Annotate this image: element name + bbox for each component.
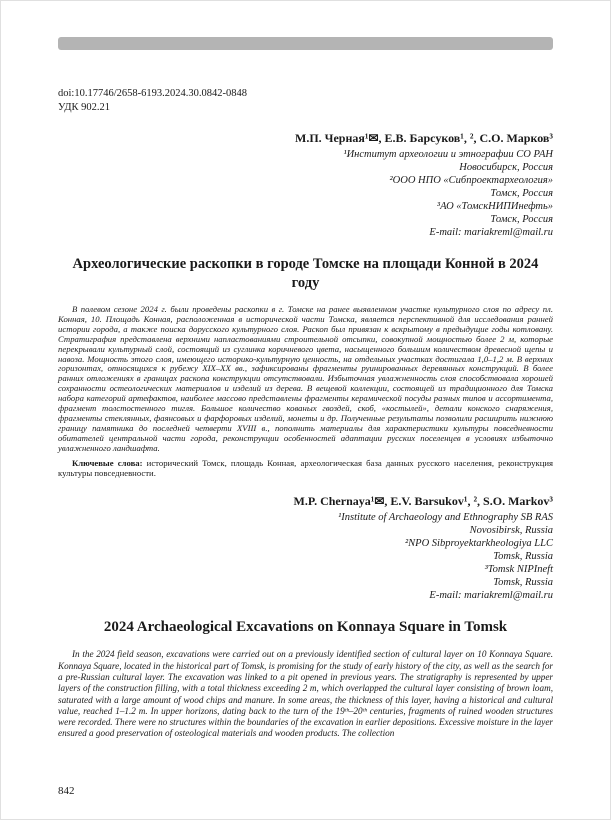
page-number: 842	[58, 785, 75, 797]
authors-ru: М.П. Черная¹✉, Е.В. Барсуков¹, ², С.О. Марков³	[295, 131, 553, 145]
email-line: E-mail: mariakreml@mail.ru	[429, 590, 553, 602]
email-line: E-mail: mariakreml@mail.ru	[429, 227, 553, 238]
authors-en: M.P. Chernaya¹✉, E.V. Barsukov¹, ², S.O. Markov³	[293, 494, 553, 509]
keywords-label: Ключевые слова:	[72, 457, 143, 468]
affiliation-line: Tomsk, Russia	[493, 551, 553, 563]
affiliation-line: Томск, Россия	[490, 214, 553, 225]
affiliation-line: Novosibirsk, Russia	[469, 525, 553, 537]
affiliation-line: Tomsk, Russia	[493, 577, 553, 589]
affiliation-line: ³Tomsk NIPIneft	[484, 564, 553, 576]
affiliations-ru	[58, 148, 553, 239]
header-band	[58, 37, 553, 50]
article-title-ru: Археологические раскопки в городе Томске на площади Конной в 2024 году	[72, 256, 539, 291]
affiliations-en	[58, 511, 553, 602]
keywords-ru	[58, 459, 553, 479]
affiliation-line: Новосибирск, Россия	[459, 162, 553, 173]
affiliation-line: Томск, Россия	[490, 188, 553, 199]
abstract-ru: В полевом сезоне 2024 г. были проведены раскопки в г. Томске на ранее выявленном участке культурного слоя по адресу пл. Конная, 10. Площадь Конная, расположенная в исторической части Томска, является перспективной для исследования ранней истории города, а также поиска дорусского культурного слоя. Раскоп был привязан к вскрытому в предыдущие годы котловану. Стратиграфия представлена верхними напластованиями строительной отсыпки, совокупной мощностью более 2 м, которые перекрывали культурный слой, состоящий из суглинка коричневого цвета, насыщенного большим количеством древесной щепы и навоза. Мощность этого слоя, имеющего историко-культурную ценность, на отдельных участках достигала 1,0–1,2 м. В верхних горизонтах, относящихся к рубежу XIX–XX вв., зафиксированы фрагменты руинированных деревянных конструкций. В более ранних отложениях в границах раскопа конструкции отсутствовали. Избыточная увлажненность слоя способствовала хорошей сохранности остеологических материалов и изделий из дерева. В вещевой коллекции, состоящей из традиционного для Томска набора категорий артефактов, наиболее массово представлены фрагменты керамической посуды разных типов и ассортимента, фрагмент толстостенного тигля. Большое количество кованых гвоздей, скоб, «костылей», детали конского снаряжения, фрагменты стеклянных, фаянсовых и фарфоровых изделий, монеты и др. Полученные результаты позволили расширить нижнюю границу памятника до последней четверти XVIII в., пополнить материалы для характеристики культуры повседневности обитателей центральной части города, реконструкции особенностей адаптации русских поселенцев в условиях избыточно увлажненного ландшафта.	[58, 304, 553, 453]
page-content	[1, 87, 610, 740]
article-meta	[58, 87, 553, 115]
article-title-en: 2024 Archaeological Excavations on Konnaya Square in Tomsk	[103, 619, 508, 636]
keywords-text: исторический Томск, площадь Конная, археологическая база данных русского населения, реконструкция культуры повседневности.	[58, 457, 553, 478]
affiliation-line: ³АО «ТомскНИПИнефть»	[436, 201, 553, 212]
abstract-en: In the 2024 field season, excavations were carried out on a previously identified section of cultural layer on 10 Konnaya Square. Konnaya Square, located in the historical part of Tomsk, is promising for the study of early history of the city, as well as the search for a pre-Russian cultural layer. The excavation was linked to a pit opened in previous years. The stratigraphy is represented by upper layers of the construction filling, with a total thickness exceeding 2 m, which overlapped the cultural layer consisting of brown loam, saturated with a large amount of wood chips and manure. In some areas, the thickness of this layer, having a historical and cultural value, reached 1–1.2 m. In upper horizons, dating back to the turn of the 19ᵗʰ–20ᵗʰ centuries, fragments of ruined wooden structures were recorded. There were no structures within the boundaries of the excavation in earlier depositions. Excessive moisture in the layer ensured a good preservation of osteological materials and wooden products. The collection	[58, 649, 553, 739]
affiliation-line: ¹Институт археологии и этнографии СО РАН	[343, 149, 553, 160]
affiliation-line: ²ООО НПО «Сибпроектархеология»	[389, 175, 553, 186]
doi: doi:10.17746/2658-6193.2024.30.0842-0848	[58, 88, 247, 99]
affiliation-line: ²NPO Sibproyektarkheologiya LLC	[405, 538, 553, 550]
affiliation-line: ¹Institute of Archaeology and Ethnography SB RAS	[338, 512, 553, 524]
udc: УДК 902.21	[58, 102, 111, 113]
